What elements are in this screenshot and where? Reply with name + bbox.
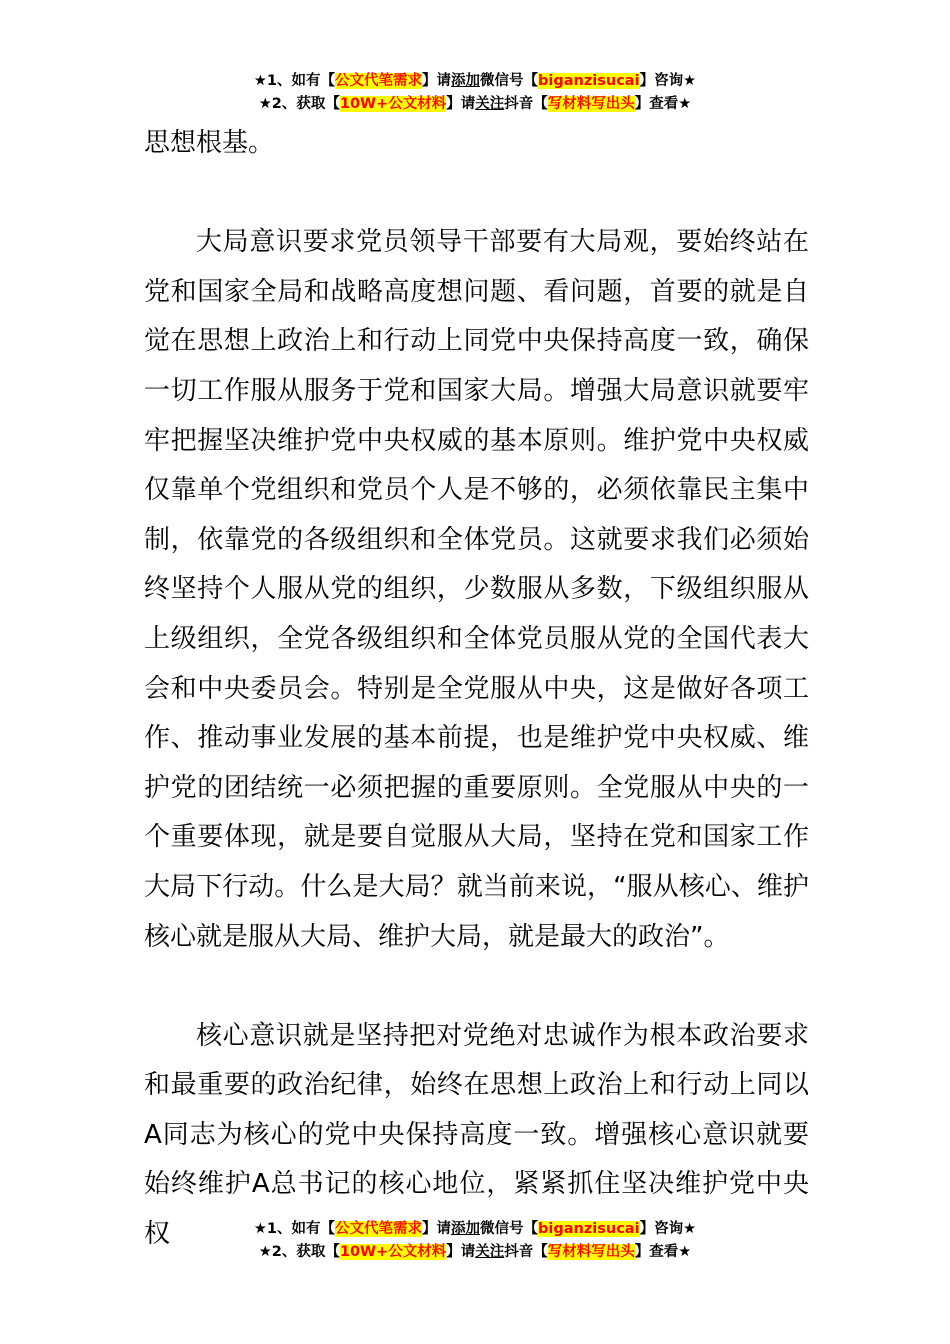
footer-line-1-suffix: 】咨询★ [639,1221,697,1237]
footer-line-1-prefix: ★1、如有【 [253,1221,336,1237]
footer-line-1-mid2: 微信号【 [480,1221,539,1237]
header-highlight-wechat-id: biganzisucai [538,73,640,89]
header-underline-follow: 关注 [475,96,505,112]
footer-highlight-wechat-id: biganzisucai [538,1221,640,1237]
header-line-1-prefix: ★1、如有【 [253,73,336,89]
footer-line-1-mid1: 】请 [422,1221,452,1237]
footer-highlight-douyin-id: 写材料写出头 [547,1244,635,1260]
paragraph-overall-awareness: 大局意识要求党员领导干部要有大局观，要始终站在党和国家全局和战略高度想问题、看问题，首要的就是自觉在思想上政治上和行动上同党中央保持高度一致，确保一切工作服从服务于党和国家大局。增强大局意识就要牢牢把握坚决维护党中央权威的基本原则。维护党中央权威仅靠单个党组织和党员个人是不够的，必须依靠民主集中制，依靠党的各级组织和全体党员。这就要求我们必须始终坚持个人服从党的组织，少数服从多数，下级组织服从上级组织，全党各级组织和全体党员服从党的全国代表大会和中央委员会。特别是全党服从中央，这是做好各项工作、推动事业发展的基本前提，也是维护党中央权威、维护党的团结统一必须把握的重要原则。全党服从中央的一个重要体现，就是要自觉服从大局，坚持在党和国家工作大局下行动。什么是大局？就当前来说，“服从核心、维护核心就是服从大局、维护大局，就是最大的政治”。 [144,227,809,952]
footer-banner [0,1218,950,1264]
header-highlight-douyin-id: 写材料写出头 [547,96,635,112]
header-line-1 [0,70,950,93]
footer-line-2-mid1: 】请 [446,1244,476,1260]
footer-underline-add: 添加 [451,1221,481,1237]
footer-highlight-materials: 10W+公文材料 [339,1244,447,1260]
footer-highlight-service: 公文代笔需求 [335,1221,423,1237]
header-line-2-suffix: 】查看★ [634,96,692,112]
footer-line-2-mid2: 抖音【 [504,1244,548,1260]
header-line-1-mid2: 微信号【 [480,73,539,89]
header-underline-add: 添加 [451,73,481,89]
footer-underline-follow: 关注 [475,1244,505,1260]
header-line-2-mid2: 抖音【 [504,96,548,112]
paragraph-core-awareness: 核心意识就是坚持把对党绝对忠诚作为根本政治要求和最重要的政治纪律，始终在思想上政治上和行动上同以A同志为核心的党中央保持高度一致。增强核心意识就要始终维护A总书记的核心地位，紧紧抓住坚决维护党中央权 [144,1020,809,1250]
header-line-2-mid1: 】请 [446,96,476,112]
footer-line-2-prefix: ★2、获取【 [258,1244,340,1260]
header-line-1-mid1: 】请 [422,73,452,89]
header-highlight-materials: 10W+公文材料 [339,96,447,112]
paragraph-continuation: 思想根基。 [144,128,275,158]
document-body [144,119,809,1260]
header-highlight-service: 公文代笔需求 [335,73,423,89]
header-banner [0,70,950,116]
header-line-2 [0,93,950,116]
header-line-1-suffix: 】咨询★ [639,73,697,89]
footer-line-2-suffix: 】查看★ [634,1244,692,1260]
header-line-2-prefix: ★2、获取【 [258,96,340,112]
footer-line-1 [0,1218,950,1241]
footer-line-2 [0,1241,950,1264]
